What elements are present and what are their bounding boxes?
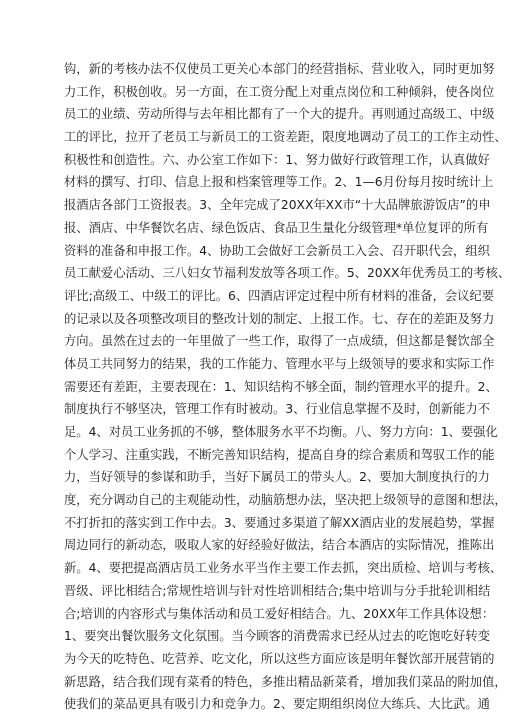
text-line: 工的评比，拉开了老员工与新员工的工资差距，限度地调动了员工的工作主动性、: [64, 130, 507, 145]
text-line: 力工作，积极创收。另一方面，在工资分配上对重点岗位和工种倾斜，使各岗位: [64, 84, 495, 99]
text-line: 不打折扣的落实到工作中去。3、要通过多渠道了解XX酒店业的发展趋势，掌握: [64, 515, 495, 530]
text-line: 个人学习、注重实践，不断完善知识结构，提高自身的综合素质和驾驭工作的能: [64, 447, 495, 462]
text-line: 合;培训的内容形式与集体活动和员工爱好相结合。九、20XX年工作具体设想：: [64, 606, 495, 621]
text-line: 晋级、评比相结合;常规性培训与针对性培训相结合;集中培训与分手批轮训相结: [64, 583, 491, 598]
text-line: 力，当好领导的参谋和助手，当好下属员工的带头人。2、要加大制度执行的力: [64, 470, 490, 485]
text-line: 员工的业绩、劳动所得与去年相比都有了一个大的提升。再则通过高级工、中级: [64, 107, 495, 122]
text-line: 的记录以及各项整改项目的整改计划的制定、上报工作。七、存在的差距及努力: [64, 311, 495, 326]
text-line: 资料的准备和申报工作。4、协助工会做好工会新员工入会、召开职代会，组织: [64, 243, 490, 258]
text-line: 周边同行的新动态，吸取人家的好经验好做法，结合本酒店的实际情况，推陈出: [64, 538, 495, 553]
text-line: 体员工共同努力的结果，我的工作能力、管理水平与上级领导的要求和实际工作: [64, 356, 495, 371]
text-line: 新思路，结合我们现有菜肴的特色，多推出精品新菜肴，增加我们菜品的附加值，: [64, 674, 507, 689]
text-line: 报酒店各部门工资报表。3、全年完成了20XX年XX市“十大品牌旅游饭店”的申: [64, 198, 491, 213]
text-line: 材料的撰写、打印、信息上报和档案管理等工作。2、1—6月份每月按时统计上: [64, 175, 494, 190]
text-line: 方向。虽然在过去的一年里做了一些工作，取得了一点成绩，但这都是餐饮部全: [64, 334, 495, 349]
text-line: 员工献爱心活动、三八妇女节福利发放等各项工作。5、20XX年优秀员工的考核、: [64, 266, 510, 281]
text-line: 制度执行不够坚决，管理工作有时被动。3、行业信息掌握不及时，创新能力不: [64, 402, 490, 417]
text-line: 新。4、要把提高酒店员工业务水平当作主要工作去抓，突出质检、培训与考核、: [64, 561, 503, 576]
text-line: 度，充分调动自己的主观能动性，动脑筋想办法，坚决把上级领导的意图和想法，: [64, 493, 507, 508]
text-line: 评比;高级工、中级工的评比。6、四酒店评定过程中所有材料的准备，会议纪要: [64, 288, 495, 303]
text-line: 报、酒店、中华餐饮名店、绿色饭店、食品卫生量化分级管理*单位复评的所有: [64, 220, 489, 235]
text-line: 为今天的吃特色、吃营养、吃文化，所以这些方面应该是明年餐饮部开展营销的: [64, 651, 495, 666]
text-line: 需要还有差距，主要表现在：1、知识结构不够全面，制约管理水平的提升。2、: [64, 379, 498, 394]
body-text: [64, 58, 510, 716]
text-line: 足。4、对员工业务抓的不够，整体服务水平不均衡。八、努力方向：1、要强化: [64, 425, 498, 439]
text-line: 钩，新的考核办法不仅使员工更关心本部门的经营指标、营业收入，同时更加努: [64, 62, 495, 76]
text-line: 积极性和创造性。六、办公室工作如下：1、努力做好行政管理工作，认真做好: [64, 152, 490, 167]
text-line: 1、要突出餐饮服务文化氛围。当今顾客的消费需求已经从过去的吃饱吃好转变: [64, 629, 490, 644]
text-line: 使我们的菜品更具有吸引力和竞争力。2、要定期组织岗位大练兵、大比武。通: [64, 697, 490, 712]
